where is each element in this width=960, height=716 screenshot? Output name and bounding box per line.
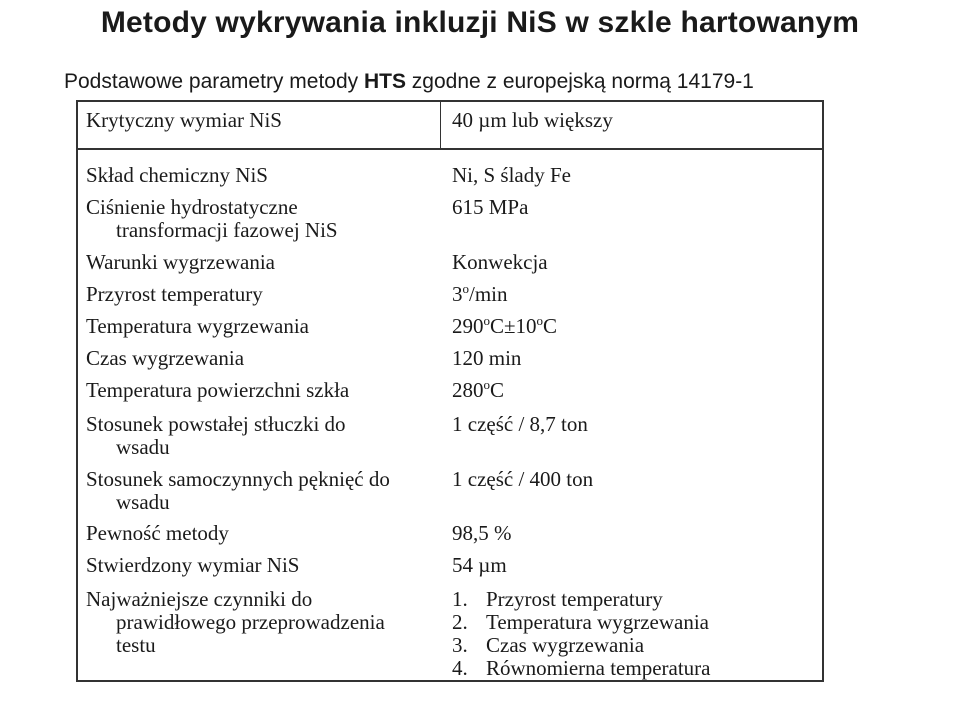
row-label-annealing-temperature: Temperatura wygrzewania	[86, 314, 309, 338]
row-label-annealing-conditions: Warunki wygrzewania	[86, 250, 275, 274]
list-item-text: Temperatura wygrzewania	[486, 610, 709, 634]
row-label-surface-temperature: Temperatura powierzchni szkła	[86, 378, 350, 402]
row-label-method-reliability: Pewność metody	[86, 521, 229, 545]
header-column-divider	[440, 100, 441, 148]
row-label-chemical-composition: Skład chemiczny NiS	[86, 163, 268, 187]
row-label-line: Stosunek samoczynnych pęknięć do	[86, 467, 390, 491]
page-title: Metody wykrywania inkluzji NiS w szkle hartowanym	[100, 6, 860, 39]
row-label-detected-size: Stwierdzony wymiar NiS	[86, 553, 300, 577]
row-label-line: Stosunek powstałej stłuczki do	[86, 412, 346, 436]
list-item	[452, 634, 711, 657]
value-number: 290	[452, 314, 484, 338]
value-unit: C	[543, 314, 558, 338]
row-label-cullet-ratio	[86, 413, 346, 459]
row-label-line: transformacji fazowej NiS	[116, 218, 338, 242]
row-label-key-factors	[86, 588, 385, 657]
header-row-divider	[76, 148, 824, 150]
row-label-line: wsadu	[116, 435, 170, 459]
row-value-surface-temperature	[452, 379, 504, 402]
row-label-critical-size: Krytyczny wymiar NiS	[86, 108, 282, 132]
row-value-detected-size: 54 µm	[452, 553, 507, 577]
subtitle-prefix: Podstawowe parametry metody	[64, 70, 364, 93]
list-item-text: Przyrost temperatury	[486, 587, 663, 611]
list-item-number: 2.	[452, 610, 468, 634]
value-number: 280	[452, 378, 484, 402]
list-item-number: 3.	[452, 633, 468, 657]
degree-superscript: o	[536, 313, 544, 328]
row-label-temperature-rise: Przyrost temperatury	[86, 282, 263, 306]
value-number: 3	[452, 282, 463, 306]
value-unit: C	[490, 378, 505, 402]
key-factors-list	[452, 588, 711, 680]
row-value-method-reliability: 98,5 %	[452, 521, 512, 545]
row-value-annealing-temperature	[452, 315, 557, 338]
subtitle	[64, 70, 754, 94]
degree-superscript: o	[483, 377, 490, 392]
degree-superscript: o	[483, 313, 490, 328]
row-value-chemical-composition: Ni, S ślady Fe	[452, 163, 572, 187]
row-value-critical-size: 40 µm lub większy	[452, 108, 613, 132]
row-label-line: Ciśnienie hydrostatyczne	[86, 195, 298, 219]
row-label-line: prawidłowego przeprowadzenia	[116, 610, 385, 634]
row-value-spontaneous-breakage-ratio: 1 część / 400 ton	[452, 467, 594, 491]
row-value-temperature-rise	[452, 283, 508, 306]
list-item-number: 4.	[452, 656, 468, 680]
value-unit: /min	[469, 282, 508, 306]
row-value-cullet-ratio: 1 część / 8,7 ton	[452, 412, 588, 436]
row-value-annealing-conditions: Konwekcja	[452, 250, 548, 274]
row-value-hydrostatic-pressure: 615 MPa	[452, 195, 529, 219]
degree-superscript: o	[462, 281, 469, 296]
row-label-hydrostatic-pressure	[86, 196, 338, 242]
row-value-annealing-time: 120 min	[452, 346, 522, 370]
row-label-spontaneous-breakage-ratio	[86, 468, 390, 514]
list-item-text: Czas wygrzewania	[486, 633, 645, 657]
subtitle-method-name: HTS	[363, 70, 406, 93]
value-tolerance: C±10	[490, 314, 537, 338]
subtitle-suffix: zgodne z europejską normą 14179-1	[405, 70, 754, 93]
list-item-text: Równomierna temperatura	[486, 656, 711, 680]
list-item	[452, 657, 711, 680]
row-label-line: testu	[116, 633, 156, 657]
row-label-line: wsadu	[116, 490, 170, 514]
row-label-annealing-time: Czas wygrzewania	[86, 346, 245, 370]
list-item	[452, 611, 711, 634]
list-item	[452, 588, 711, 611]
list-item-number: 1.	[452, 587, 468, 611]
row-label-line: Najważniejsze czynniki do	[86, 587, 313, 611]
